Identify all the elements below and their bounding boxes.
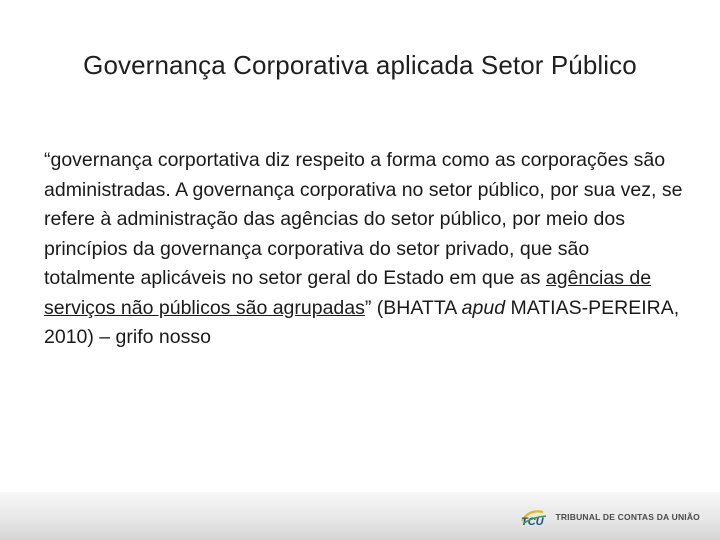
tcu-logo [519,506,700,528]
quote-paragraph [44,146,684,353]
svg-text:TCU: TCU [521,516,545,527]
quote-text-underlined: agências de serviços não públicos são agrupadas [44,267,652,319]
slide-title: Governança Corporativa aplicada Setor Público [83,50,637,80]
quote-text-part3: MATIAS-PEREIRA, 2010) – grifo nosso [44,296,680,348]
quote-text-part1: “governança corportativa diz respeito a forma como as corporações são administradas. A governança corporativa no setor público, por sua vez, se refere à administração das agências do setor público, por meio dos princípios da governança corporativa do setor privado, que são totalmente aplicáveis no setor geral do Estado em que as [44,149,683,289]
tcu-logo-text: TRIBUNAL DE CONTAS DA UNIÃO [555,512,700,522]
quote-text-part2: ” (BHATTA [364,296,462,319]
quote-text-italic: apud [461,296,506,319]
tcu-logo-icon [519,507,549,527]
